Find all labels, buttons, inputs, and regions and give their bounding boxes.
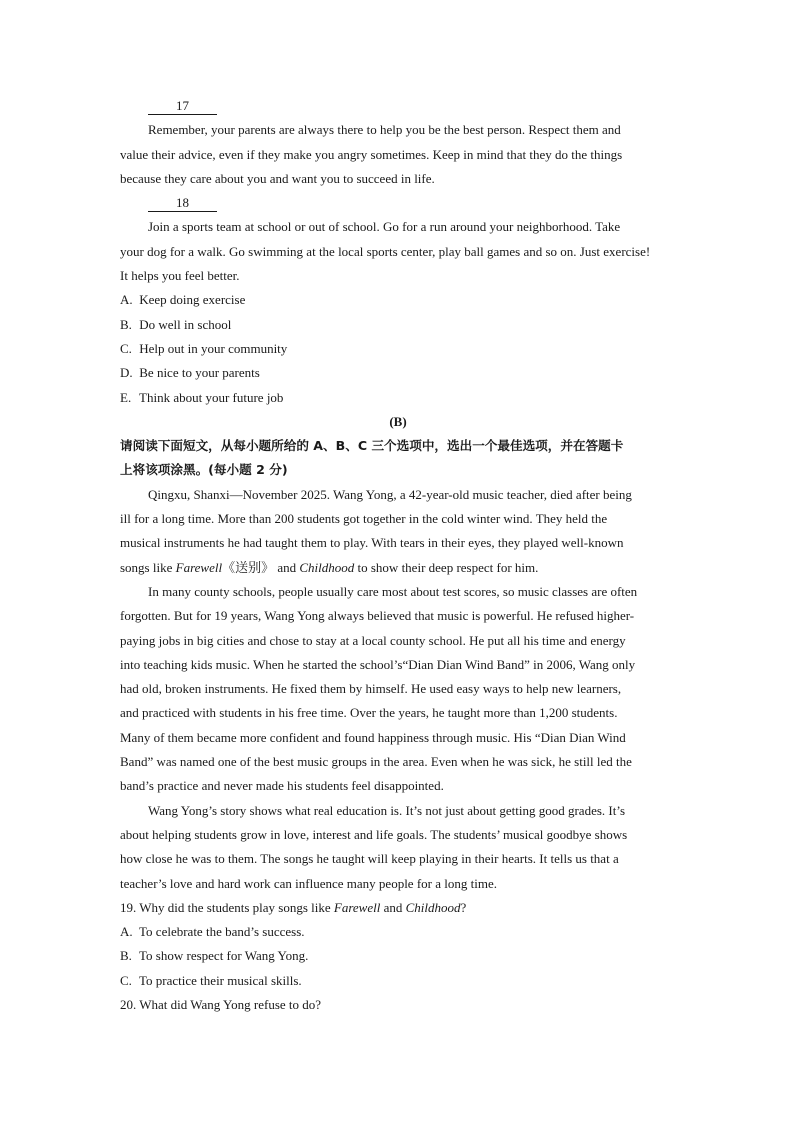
option-letter: E.	[120, 389, 132, 405]
option-letter: A.	[120, 292, 133, 308]
page-content	[120, 94, 676, 1017]
article-p2-line-7: Many of them became more confident and found happiness through music. His “Dian Dian Wind	[120, 729, 626, 745]
article-p3-line-4: teacher’s love and hard work can influence many people for a long time.	[120, 875, 497, 891]
song-title-childhood: Childhood	[405, 899, 461, 915]
q19-option-b	[120, 944, 676, 968]
paragraph-17-line-2: value their advice, even if they make you angry sometimes. Keep in mind that they do the things	[120, 146, 623, 162]
option-text: Help out in your community	[139, 340, 288, 356]
option-c	[120, 337, 676, 361]
question-20: 20. What did Wang Yong refuse to do?	[120, 996, 322, 1012]
blank-number: 17	[176, 98, 189, 113]
paragraph-18-line-1: Join a sports team at school or out of school. Go for a run around your neighborhood. Take	[148, 219, 621, 235]
article-p1-line-3: musical instruments he had taught them to play. With tears in their eyes, they played well-known	[120, 535, 624, 551]
article-p2-line-2: forgotten. But for 19 years, Wang Yong always believed that music is powerful. He refused higher-	[120, 608, 635, 624]
option-letter: C.	[120, 340, 132, 356]
article-p3-line-1: Wang Yong’s story shows what real education is. It’s not just about getting good grades. It’s	[148, 802, 626, 818]
blank-underline	[148, 194, 217, 212]
text-run: to show their deep respect for him.	[354, 559, 539, 575]
chinese-title: 《送别》 and	[222, 559, 300, 575]
option-letter: A.	[120, 924, 133, 940]
text-run: ?	[460, 899, 467, 915]
q19-option-a	[120, 920, 676, 944]
option-text: Be nice to your parents	[139, 365, 260, 381]
article-p3-line-3: how close he was to them. The songs he taught will keep playing in their hearts. It tells us that a	[120, 851, 619, 867]
paragraph-18-line-3: It helps you feel better.	[120, 268, 240, 284]
section-b-instruction-line-1: 请阅读下面短文，从每小题所给的 A、B、C 三个选项中，选出一个最佳选项，并在答题卡	[120, 438, 624, 454]
option-e	[120, 386, 676, 410]
option-letter: B.	[120, 316, 132, 332]
option-b	[120, 313, 676, 337]
section-b-instruction-line-2: 上将该项涂黑。(每小题 2 分)	[120, 462, 288, 478]
blank-number: 18	[176, 195, 189, 211]
article-p1-line-4	[120, 556, 676, 580]
option-text: Keep doing exercise	[139, 292, 246, 308]
option-letter: C.	[120, 972, 132, 988]
song-title-farewell: Farewell	[333, 899, 381, 915]
section-b-title: (B)	[389, 413, 407, 429]
option-text: Do well in school	[139, 316, 232, 332]
answer-blank-18	[120, 191, 676, 215]
option-d	[120, 361, 676, 385]
answer-blank-17	[120, 94, 676, 118]
option-text: To show respect for Wang Yong.	[139, 948, 309, 964]
paragraph-18-line-2: your dog for a walk. Go swimming at the local sports center, play ball games and so on. Just exercise!	[120, 243, 651, 259]
blank-underline	[148, 97, 217, 115]
option-text: To practice their musical skills.	[139, 972, 302, 988]
article-p1-line-1: Qingxu, Shanxi—November 2025. Wang Yong, a 42-year-old music teacher, died after being	[148, 486, 632, 502]
song-title-farewell: Farewell	[175, 559, 223, 575]
article-p2-line-6: and practiced with students in his free time. Over the years, he taught more than 1,200 students.	[120, 705, 618, 721]
paragraph-17-line-3: because they care about you and want you to succeed in life.	[120, 170, 435, 186]
option-a	[120, 288, 676, 312]
question-19	[120, 896, 676, 920]
article-p2-line-5: had old, broken instruments. He fixed them by himself. He used easy ways to help new learners,	[120, 681, 622, 697]
article-p2-line-3: paying jobs in big cities and chose to stay at a local county school. He put all his time and energy	[120, 632, 626, 648]
option-text: To celebrate the band’s success.	[139, 924, 305, 940]
article-p2-line-9: band’s practice and never made his students feel disappointed.	[120, 778, 444, 794]
song-title-childhood: Childhood	[299, 559, 355, 575]
text-run: songs like	[120, 559, 176, 575]
article-p2-line-4: into teaching kids music. When he started the school’s“Dian Dian Wind Band” in 2006, Wang only	[120, 656, 636, 672]
option-text: Think about your future job	[139, 389, 284, 405]
article-p2-line-8: Band” was named one of the best music groups in the area. Even when he was sick, he still led the	[120, 754, 632, 770]
paragraph-17-line-1: Remember, your parents are always there to help you be the best person. Respect them and	[148, 122, 621, 138]
article-p3-line-2: about helping students grow in love, interest and life goals. The students’ musical goodbye shows	[120, 826, 628, 842]
q19-option-c	[120, 969, 676, 993]
text-run: and	[380, 899, 406, 915]
article-p1-line-2: ill for a long time. More than 200 students got together in the cold winter wind. They held the	[120, 511, 608, 527]
option-letter: D.	[120, 365, 133, 381]
text-run: 19. Why did the students play songs like	[120, 899, 334, 915]
option-letter: B.	[120, 948, 132, 964]
article-p2-line-1: In many county schools, people usually care most about test scores, so music classes are often	[148, 583, 638, 599]
